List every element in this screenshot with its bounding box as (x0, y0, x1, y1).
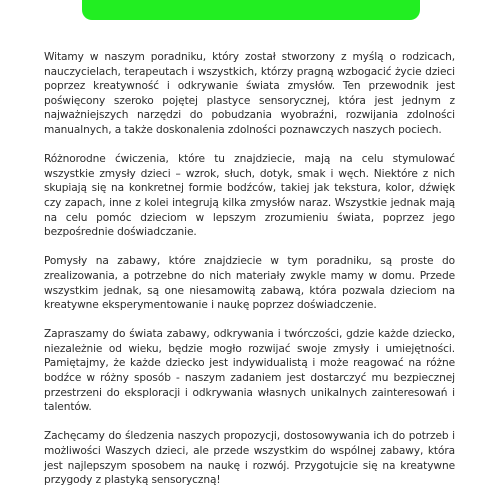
paragraph-intro: Witamy w naszym poradniku, który został stworzony z myślą o rodzicach, nauczycielach, terapeutach i wszystkich, którzy pragną wzbogacić życie dzieci poprzez kreatywność i odkrywanie świata zmysłów. Ten przewodnik jest poświęcony szeroko pojętej plastyce sensorycznej, która jest jednym z najważniejszych narzędzi do pobudzania wyobraźni, rozwijania zdolności manualnych, a także doskonalenia zdolności poznawczych naszych pociech. (44, 51, 455, 136)
paragraph-invitation: Zapraszamy do świata zabawy, odkrywania i twórczości, gdzie każde dziecko, niezależnie od wieku, będzie mogło rozwijać swoje zmysły i umiejętności. Pamiętajmy, że każde dziecko jest indywidualistą i może reagować na różne bodźce w różny sposób - naszym zadaniem jest dostarczyć mu bezpiecznej przestrzeni do eksploracji i odkrywania własnych unikalnych zainteresowań i talentów. (44, 328, 455, 414)
paragraph-ideas: Pomysły na zabawy, które znajdziecie w tym poradniku, są proste do zrealizowania, a potrzebne do nich materiały zwykle mamy w domu. Przede wszystkim jednak, są one niesamowitą zabawą, która pozwala dzieciom na kreatywne eksperymentowanie i naukę poprzez doświadczenie. (44, 255, 455, 312)
paragraph-encouragement: Zachęcamy do śledzenia naszych propozycji, dostosowywania ich do potrzeb i możliwości Waszych dzieci, ale przede wszystkim do wspólnej zabawy, która jest najlepszym sposobem na naukę i rozwój. Przygotujcie się na kreatywne przygody z plastyką sensoryczną! (44, 430, 455, 487)
paragraph-senses: Różnorodne ćwiczenia, które tu znajdziecie, mają na celu stymulować wszystkie zmysły dzieci – wzrok, słuch, dotyk, smak i węch. Niektóre z nich skupiają się na konkretnej formie bodźców, takiej jak tekstura, kolor, dźwięk czy zapach, inne z kolei integrują kilka zmysłów naraz. Wszystkie jednak mają na celu pomóc dzieciom w lepszym zrozumieniu świata, poprzez jego bezpośrednie doświadczanie. (44, 153, 455, 239)
top-banner (82, 0, 420, 20)
document-body (44, 50, 455, 502)
